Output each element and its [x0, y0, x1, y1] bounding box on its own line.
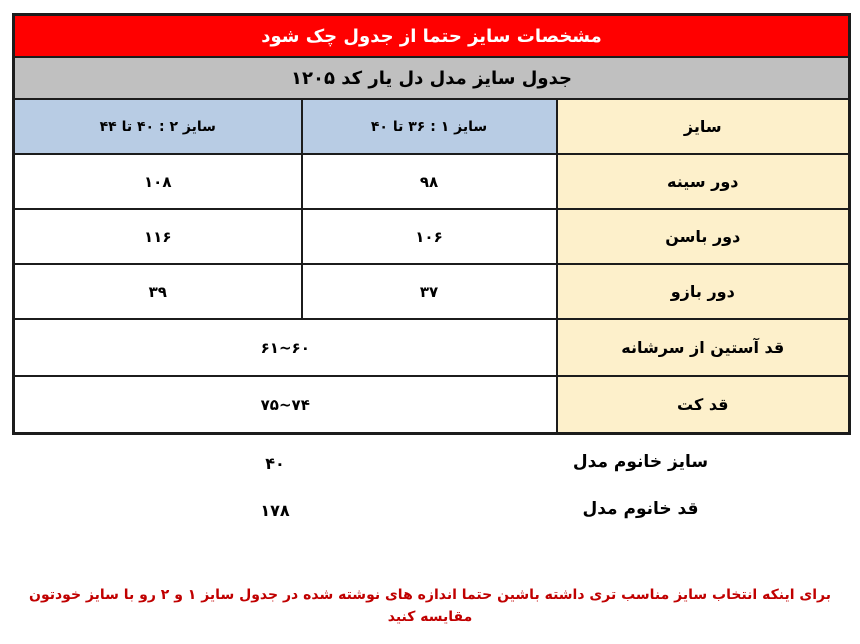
table-row-hip	[14, 209, 850, 264]
hip-size1-value: ۱۰۶	[302, 209, 557, 264]
warning-banner: مشخصات سایز حتما از جدول چک شود	[14, 15, 850, 58]
model-size-value: ۴۰	[265, 454, 285, 473]
sleeve-length-value: ۶۰~۶۱	[14, 319, 557, 376]
footer-note: برای اینکه انتخاب سایز مناسب تری داشته باشین حتما اندازه های نوشته شده در جدول سایز ۱ و ۲ رو با سایز خودتون مقایسه کنید	[29, 587, 831, 626]
model-size-label: سایز خانوم مدل	[572, 452, 709, 472]
coat-length-value: ۷۴~۷۵	[14, 376, 557, 434]
warning-banner-row	[14, 15, 850, 58]
row-label-arm: دور بازو	[557, 264, 850, 319]
row-label-coat: قد کت	[557, 376, 850, 434]
model-height-row	[0, 499, 860, 533]
column-header-size: سایز	[557, 99, 850, 154]
table-row-sleeve	[14, 319, 850, 376]
table-row-chest	[14, 154, 850, 209]
chest-size1-value: ۹۸	[302, 154, 557, 209]
table-header-row	[14, 99, 850, 154]
hip-size2-value: ۱۱۶	[14, 209, 302, 264]
table-row-coat	[14, 376, 850, 434]
model-size-row	[0, 452, 860, 486]
column-header-size2: سایز ۲ : ۴۰ تا ۴۴	[14, 99, 302, 154]
size-table	[12, 13, 851, 435]
chest-size2-value: ۱۰۸	[14, 154, 302, 209]
table-title-row	[14, 57, 850, 99]
row-label-hip: دور باسن	[557, 209, 850, 264]
model-height-value: ۱۷۸	[260, 501, 290, 520]
row-label-chest: دور سینه	[557, 154, 850, 209]
row-label-sleeve: قد آستین از سرشانه	[557, 319, 850, 376]
model-height-label: قد خانوم مدل	[582, 499, 699, 519]
arm-size1-value: ۳۷	[302, 264, 557, 319]
arm-size2-value: ۳۹	[14, 264, 302, 319]
table-row-arm	[14, 264, 850, 319]
table-title: جدول سایز مدل دل یار کد ۱۲۰۵	[14, 57, 850, 99]
column-header-size1: سایز ۱ : ۳۶ تا ۴۰	[302, 99, 557, 154]
